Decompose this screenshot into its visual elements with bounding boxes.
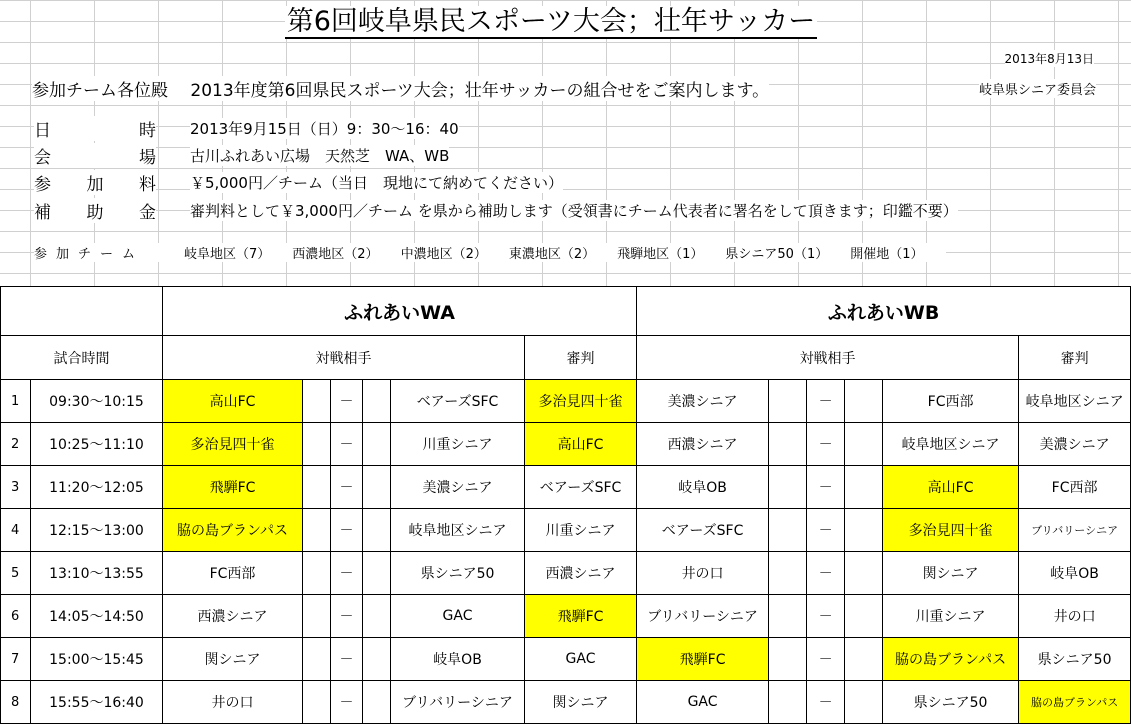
team-item: 県シニア50（1） (725, 247, 829, 262)
team-item: 岐阜地区（7） (184, 247, 271, 262)
wa-home-team: 脇の島ブランパス (163, 509, 303, 552)
wa-away-team: ベアーズSFC (391, 380, 525, 423)
spacer-cell (845, 638, 883, 681)
wa-referee: 高山FC (525, 423, 637, 466)
versus-mark: － (331, 552, 363, 595)
info-label-char: 参 (34, 175, 51, 195)
versus-mark: － (807, 638, 845, 681)
wa-referee: 多治見四十雀 (525, 380, 637, 423)
match-number: 5 (1, 552, 31, 595)
match-number: 4 (1, 509, 31, 552)
info-value: 2013年9月15日（日）9：30～16：40 (190, 120, 459, 138)
wb-home-team: 美濃シニア (637, 380, 769, 423)
spacer-cell (363, 638, 391, 681)
match-time: 10:25～11:10 (31, 423, 163, 466)
info-value: 古川ふれあい広場 天然芝 WA、WB (190, 147, 450, 165)
wb-referee: 脇の島ブランパス (1019, 681, 1131, 724)
wb-away-team: 関シニア (883, 552, 1019, 595)
info-label-char: 補 (34, 203, 51, 223)
wa-home-team: 井の口 (163, 681, 303, 724)
info-label-char: 会 (34, 148, 51, 168)
page-title: 第6回岐阜県民スポーツ大会；壮年サッカー (286, 6, 816, 37)
match-row (1, 595, 1131, 638)
versus-mark: － (807, 552, 845, 595)
info-label-char: 料 (139, 175, 156, 195)
wb-referee: 県シニア50 (1019, 638, 1131, 681)
spacer-cell (363, 466, 391, 509)
versus-mark: － (331, 509, 363, 552)
wa-referee: 飛騨FC (525, 595, 637, 638)
versus-mark: － (331, 466, 363, 509)
info-label (34, 170, 156, 195)
wb-referee: 美濃シニア (1019, 423, 1131, 466)
spacer-cell (363, 552, 391, 595)
teams-label: 参加チーム (34, 247, 145, 262)
match-row (1, 552, 1131, 595)
versus-mark: － (807, 595, 845, 638)
info-label-char: 加 (86, 175, 104, 195)
wb-home-team: 井の口 (637, 552, 769, 595)
versus-mark: － (807, 423, 845, 466)
wa-away-team: 岐阜OB (391, 638, 525, 681)
venue-a-header: ふれあいWA (163, 287, 637, 336)
wa-away-team: 美濃シニア (391, 466, 525, 509)
opponents-header-b: 対戦相手 (637, 336, 1019, 380)
spacer-cell (303, 423, 331, 466)
match-row (1, 509, 1131, 552)
spacer-cell (303, 509, 331, 552)
match-time: 15:55～16:40 (31, 681, 163, 724)
spacer-cell (845, 681, 883, 724)
participating-teams (34, 243, 946, 262)
versus-mark: － (331, 681, 363, 724)
wa-home-team: 多治見四十雀 (163, 423, 303, 466)
wa-away-team: 岐阜地区シニア (391, 509, 525, 552)
spacer-cell (769, 681, 807, 724)
organizer-name: 岐阜県シニア委員会 (979, 79, 1096, 98)
wb-referee: ブリバリーシニア (1019, 509, 1131, 552)
match-number: 7 (1, 638, 31, 681)
spacer-cell (845, 509, 883, 552)
wa-home-team: 西濃シニア (163, 595, 303, 638)
wb-referee: 岐阜OB (1019, 552, 1131, 595)
wb-referee: 井の口 (1019, 595, 1131, 638)
wa-home-team: 高山FC (163, 380, 303, 423)
wb-referee: FC西部 (1019, 466, 1131, 509)
wa-home-team: 飛騨FC (163, 466, 303, 509)
info-label (34, 116, 156, 141)
spacer-cell (769, 638, 807, 681)
wa-home-team: 関シニア (163, 638, 303, 681)
match-time: 11:20～12:05 (31, 466, 163, 509)
spacer-cell (845, 552, 883, 595)
document-date: 2013年8月13日 (1004, 52, 1094, 66)
team-item: 飛騨地区（1） (617, 247, 704, 262)
wb-away-team: FC西部 (883, 380, 1019, 423)
wb-away-team: 岐阜地区シニア (883, 423, 1019, 466)
spacer-cell (769, 552, 807, 595)
time-header: 試合時間 (1, 336, 163, 380)
match-row (1, 423, 1131, 466)
spacer-cell (845, 423, 883, 466)
wb-home-team: ブリバリーシニア (637, 595, 769, 638)
info-label-char: 場 (139, 148, 156, 168)
spacer-cell (363, 423, 391, 466)
spacer-cell (769, 423, 807, 466)
versus-mark: － (331, 423, 363, 466)
spacer-cell (303, 638, 331, 681)
venue-b-header: ふれあいWB (637, 287, 1131, 336)
wa-away-team: GAC (391, 595, 525, 638)
wa-away-team: ブリバリーシニア (391, 681, 525, 724)
referee-header-b: 審判 (1019, 336, 1131, 380)
wb-home-team: ベアーズSFC (637, 509, 769, 552)
team-item: 開催地（1） (850, 247, 924, 262)
match-number: 1 (1, 380, 31, 423)
wa-referee: GAC (525, 638, 637, 681)
spacer-cell (845, 595, 883, 638)
versus-mark: － (807, 466, 845, 509)
spacer-cell (303, 552, 331, 595)
spacer-cell (845, 466, 883, 509)
match-time: 09:30～10:15 (31, 380, 163, 423)
match-time: 13:10～13:55 (31, 552, 163, 595)
spacer-cell (845, 380, 883, 423)
wb-home-team: 西濃シニア (637, 423, 769, 466)
intro-text: 参加チーム各位殿 2013年度第6回県民スポーツ大会；壮年サッカーの組合せをご案内します。 (32, 76, 769, 101)
match-row (1, 638, 1131, 681)
spacer-cell (363, 509, 391, 552)
versus-mark: － (807, 509, 845, 552)
wa-away-team: 川重シニア (391, 423, 525, 466)
opponents-header-a: 対戦相手 (163, 336, 525, 380)
versus-mark: － (331, 638, 363, 681)
corner-cell (1, 287, 163, 336)
match-time: 14:05～14:50 (31, 595, 163, 638)
spacer-cell (769, 466, 807, 509)
info-label-char: 助 (86, 203, 104, 223)
match-row (1, 380, 1131, 423)
versus-mark: － (807, 681, 845, 724)
wb-away-team: 高山FC (883, 466, 1019, 509)
wb-away-team: 川重シニア (883, 595, 1019, 638)
info-label (34, 143, 156, 168)
info-value: ￥5,000円／チーム（当日 現地にて納めてください） (190, 174, 563, 192)
team-item: 東濃地区（2） (508, 247, 596, 262)
wb-away-team: 県シニア50 (883, 681, 1019, 724)
versus-mark: － (331, 595, 363, 638)
versus-mark: － (807, 380, 845, 423)
spacer-cell (363, 681, 391, 724)
spacer-cell (303, 681, 331, 724)
wb-home-team: 岐阜OB (637, 466, 769, 509)
wa-referee: 西濃シニア (525, 552, 637, 595)
info-label-char: 金 (139, 203, 156, 223)
wa-away-team: 県シニア50 (391, 552, 525, 595)
wb-referee: 岐阜地区シニア (1019, 380, 1131, 423)
match-number: 6 (1, 595, 31, 638)
match-number: 3 (1, 466, 31, 509)
spacer-cell (769, 509, 807, 552)
wa-referee: ベアーズSFC (525, 466, 637, 509)
spacer-cell (769, 380, 807, 423)
spacer-cell (303, 380, 331, 423)
match-row (1, 681, 1131, 724)
info-label-char: 時 (139, 121, 156, 141)
info-label-char: 日 (34, 121, 51, 141)
match-number: 8 (1, 681, 31, 724)
spacer-cell (303, 595, 331, 638)
wb-away-team: 脇の島ブランパス (883, 638, 1019, 681)
team-item: 西濃地区（2） (292, 247, 379, 262)
team-item: 中濃地区（2） (400, 247, 487, 262)
schedule-table (0, 286, 1131, 724)
match-time: 15:00～15:45 (31, 638, 163, 681)
spacer-cell (303, 466, 331, 509)
wa-home-team: FC西部 (163, 552, 303, 595)
spacer-cell (769, 595, 807, 638)
versus-mark: － (331, 380, 363, 423)
info-value: 審判料として￥3,000円／チーム を県から補助します（受領書にチーム代表者に署名をして頂きます；印鑑不要） (190, 202, 958, 220)
wb-home-team: GAC (637, 681, 769, 724)
match-row (1, 466, 1131, 509)
wb-home-team: 飛騨FC (637, 638, 769, 681)
referee-header-a: 審判 (525, 336, 637, 380)
match-number: 2 (1, 423, 31, 466)
spacer-cell (363, 380, 391, 423)
wb-away-team: 多治見四十雀 (883, 509, 1019, 552)
info-label (34, 198, 156, 223)
spacer-cell (363, 595, 391, 638)
match-time: 12:15～13:00 (31, 509, 163, 552)
wa-referee: 関シニア (525, 681, 637, 724)
wa-referee: 川重シニア (525, 509, 637, 552)
